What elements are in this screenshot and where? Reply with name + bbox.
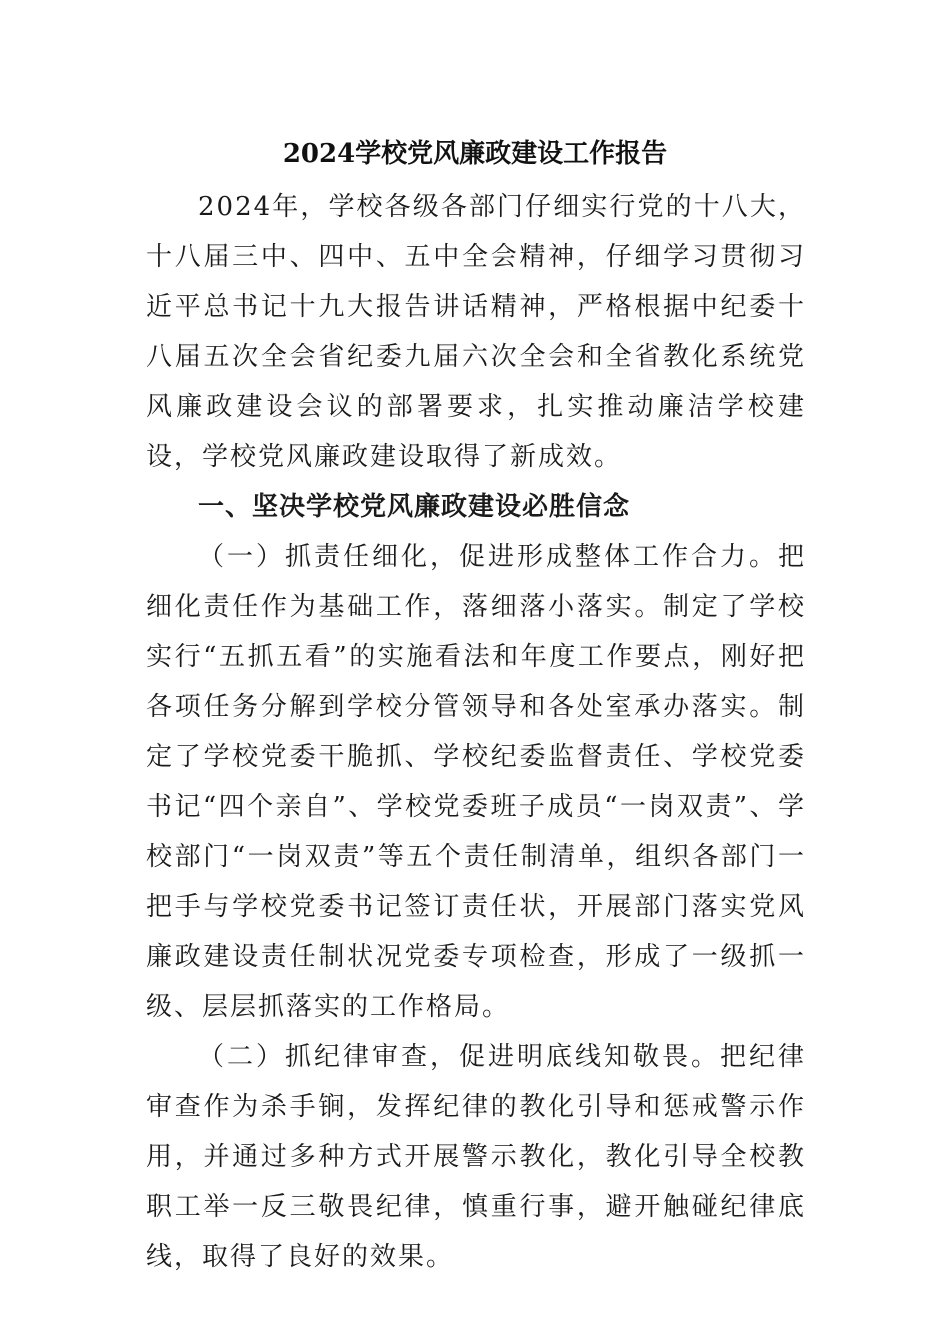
intro-paragraph: 2024年，学校各级各部门仔细实行党的十八大，十八届三中、四中、五中全会精神，仔细学习贯彻习近平总书记十九大报告讲话精神，严格根据中纪委十八届五次全会省纪委九届六次全会和全省教化系统党风廉政建设会议的部署要求，扎实推动廉洁学校建设，学校党风廉政建设取得了新成效。 (146, 192, 806, 472)
document-title: 2024学校党风廉政建设工作报告 (282, 139, 668, 169)
section-paragraph-2: （二）抓纪律审查，促进明底线知敬畏。把纪律审查作为杀手锏，发挥纪律的教化引导和惩戒警示作用，并通过多种方式开展警示教化，教化引导全校教职工举一反三敬畏纪律，慎重行事，避开触碰纪律底线，取得了良好的效果。 (146, 1042, 806, 1272)
document-body (146, 182, 806, 1282)
section-heading: 一、坚决学校党风廉政建设必胜信念 (198, 492, 631, 522)
section-paragraph-1: （一）抓责任细化，促进形成整体工作合力。把细化责任作为基础工作，落细落小落实。制定了学校实行“五抓五看”的实施看法和年度工作要点，刚好把各项任务分解到学校分管领导和各处室承办落实。制定了学校党委干脆抓、学校纪委监督责任、学校党委书记“四个亲自”、学校党委班子成员“一岗双责”、学校部门“一岗双责”等五个责任制清单，组织各部门一把手与学校党委书记签订责任状，开展部门落实党风廉政建设责任制状况党委专项检查，形成了一级抓一级、层层抓落实的工作格局。 (146, 542, 806, 1022)
